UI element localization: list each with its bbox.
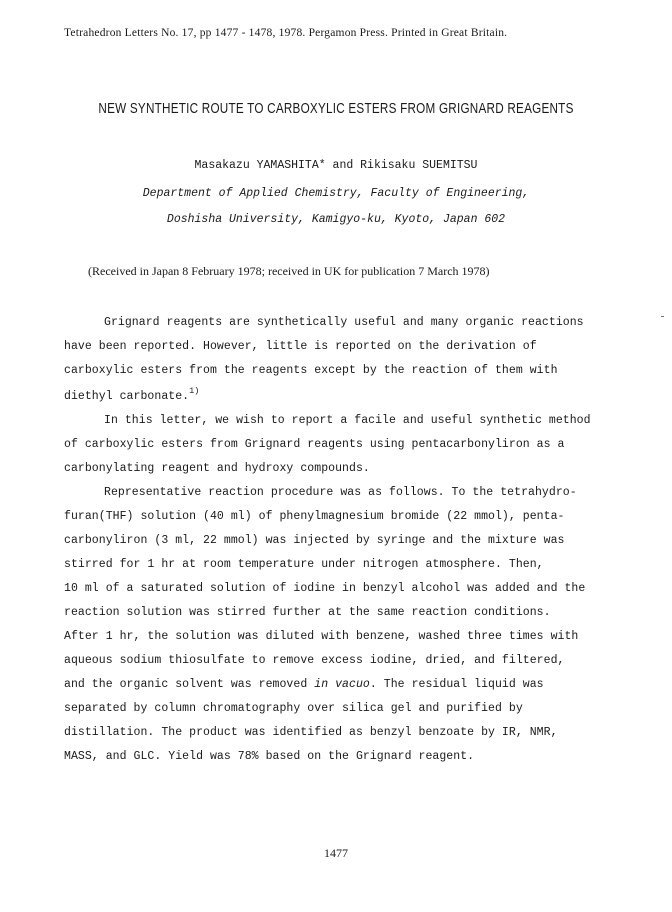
body-line: carbonyliron (3 ml, 22 mmol) was injected by syringe and the mixture was [64, 534, 565, 547]
affiliation-line-2: Doshisha University, Kamigyo-ku, Kyoto, Japan 602 [166, 213, 506, 226]
body-line: After 1 hr, the solution was diluted with benzene, washed three times with [64, 630, 579, 643]
body-text: diethyl carbonate. [64, 390, 190, 403]
body-line: aqueous sodium thiosulfate to remove excess iodine, dried, and filtered, [64, 654, 565, 667]
body-line [64, 678, 544, 691]
body-line: 10 ml of a saturated solution of iodine in benzyl alcohol was added and the [64, 582, 586, 595]
body-line: stirred for 1 hr at room temperature under nitrogen atmosphere. Then, [64, 558, 544, 571]
reference-superscript: 1) [189, 386, 200, 396]
italic-term: in vacuo [314, 678, 370, 691]
body-line: distillation. The product was identified as benzyl benzoate by IR, NMR, [64, 726, 558, 739]
body-line: carboxylic esters from the reagents except by the reaction of them with [64, 364, 558, 377]
body-line [64, 386, 200, 403]
body-line: In this letter, we wish to report a facile and useful synthetic method [104, 414, 591, 427]
body-line: reaction solution was stirred further at the same reaction conditions. [64, 606, 551, 619]
body-line: MASS, and GLC. Yield was 78% based on the Grignard reagent. [64, 750, 475, 763]
body-text: . The residual liquid was [369, 678, 544, 691]
affiliation-line-1: Department of Applied Chemistry, Faculty of Engineering, [142, 187, 530, 200]
margin-mark [661, 316, 664, 317]
body-line: Representative reaction procedure was as follows. To the tetrahydro- [104, 486, 577, 499]
journal-header: Tetrahedron Letters No. 17, pp 1477 - 1478, 1978. Pergamon Press. Printed in Great Britain. [64, 27, 508, 39]
received-dates: (Received in Japan 8 February 1978; received in UK for publication 7 March 1978) [88, 264, 490, 278]
body-text: and the organic solvent was removed [64, 678, 315, 691]
body-line: separated by column chromatography over silica gel and purified by [64, 702, 523, 715]
body-line: of carboxylic esters from Grignard reagents using pentacarbonyliron as a [64, 438, 565, 451]
body-line: Grignard reagents are synthetically useful and many organic reactions [104, 316, 584, 329]
body-line: carbonylating reagent and hydroxy compounds. [64, 462, 370, 475]
article-title: NEW SYNTHETIC ROUTE TO CARBOXYLIC ESTERS FROM GRIGNARD REAGENTS [98, 100, 574, 117]
page-number: 1477 [324, 846, 348, 860]
body-line: furan(THF) solution (40 ml) of phenylmagnesium bromide (22 mmol), penta- [64, 510, 565, 523]
body-line: have been reported. However, little is reported on the derivation of [64, 340, 537, 353]
author-line: Masakazu YAMASHITA* and Rikisaku SUEMITSU [194, 159, 478, 172]
